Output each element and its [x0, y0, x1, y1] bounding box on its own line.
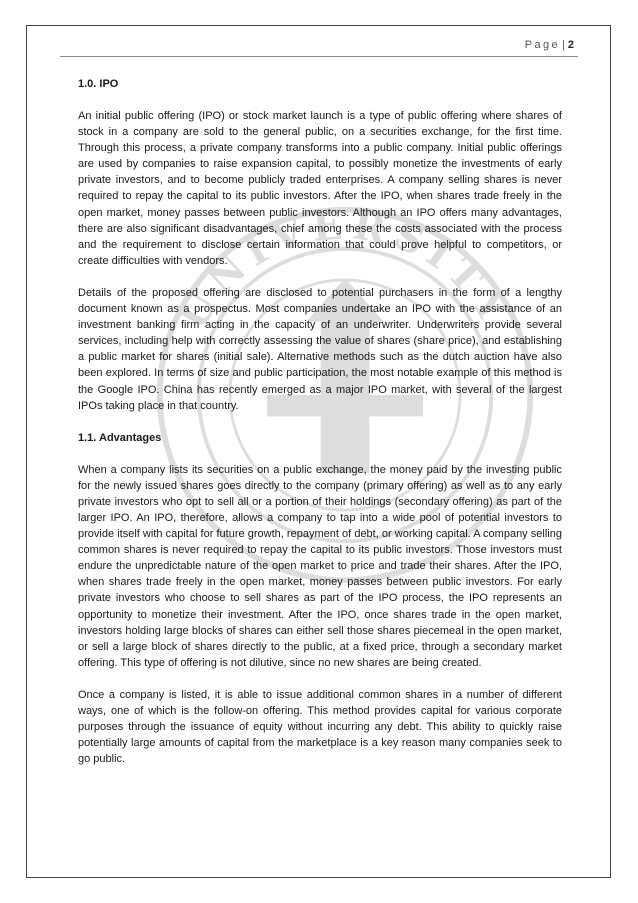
paragraph: An initial public offering (IPO) or stock market launch is a type of public offering where shares of stock in a company are sold to the general public, on a securities exchange, for the first time. Through this process, a private company transforms into a public company. Initial public offerings are used by companies to raise expansion capital, to possibly monetize the investments of early private investors, and to become publicly traded enterprises. A company selling shares is never required to repay the capital to its public investors. After the IPO, when shares trade freely in the open market, money passes between public investors. Although an IPO offers many advantages, there are also significant disadvantages, chief among these the costs associated with the process and the requirement to disclose certain information that could prove helpful to competitors, or create difficulties with vendors.: [78, 110, 562, 267]
document-body: [78, 76, 562, 783]
section-heading-advantages: 1.1. Advantages: [78, 431, 162, 444]
page-header: [60, 36, 578, 57]
svg-text:UNIVERSITY: UNIVERSITY: [169, 202, 521, 338]
page-separator: |: [562, 39, 565, 51]
page-label: Page: [524, 39, 561, 51]
paragraph: Details of the proposed offering are disclosed to potential purchasers in the form of a lengthy document known as a prospectus. Most companies undertake an IPO with the assistance of an investment banking firm acting in the capacity of an underwriter. Underwriters provide several services, including help with correctly assessing the value of shares (share price), and establishing a public market for shares (initial sale). Alternative methods such as the dutch auction have also been explored. In terms of size and public participation, the most notable example of this method is the Google IPO. China has recently emerged as a major IPO market, with several of the largest IPOs taking place in that country.: [78, 286, 562, 412]
paragraph: When a company lists its securities on a public exchange, the money paid by the investing public for the newly issued shares goes directly to the company (primary offering) as well as to any early private investors who opt to sell all or a portion of their holdings (secondary offering) as part of the larger IPO. An IPO, therefore, allows a company to tap into a wide pool of potential investors to provide itself with capital for future growth, repayment of debt, or working capital. A company selling common shares is never required to repay the capital to its public investors. Those investors must endure the unpredictable nature of the open market to price and trade their shares. After the IPO, when shares trade freely in the open market, money passes between public investors. For early private investors who choose to sell shares as part of the IPO process, the IPO represents an opportunity to monetize their investment. After the IPO, once shares trade in the open market, investors holding large blocks of shares can either sell those shares piecemeal in the open market, or sell a large block of shares directly to the public, at a fixed price, through a secondary market offering. This type of offering is not dilutive, since no new shares are being created.: [78, 463, 562, 669]
page-number-value: 2: [567, 39, 574, 51]
page-number: [525, 39, 574, 51]
section-heading-ipo: 1.0. IPO: [78, 78, 119, 90]
paragraph: Once a company is listed, it is able to issue additional common shares in a number of different ways, one of which is the follow-on offering. This method provides capital for various corporate purposes through the issuance of equity without incurring any debt. This ability to quickly raise potentially large amounts of capital from the marketplace is a key reason many companies seek to go public.: [78, 688, 562, 766]
